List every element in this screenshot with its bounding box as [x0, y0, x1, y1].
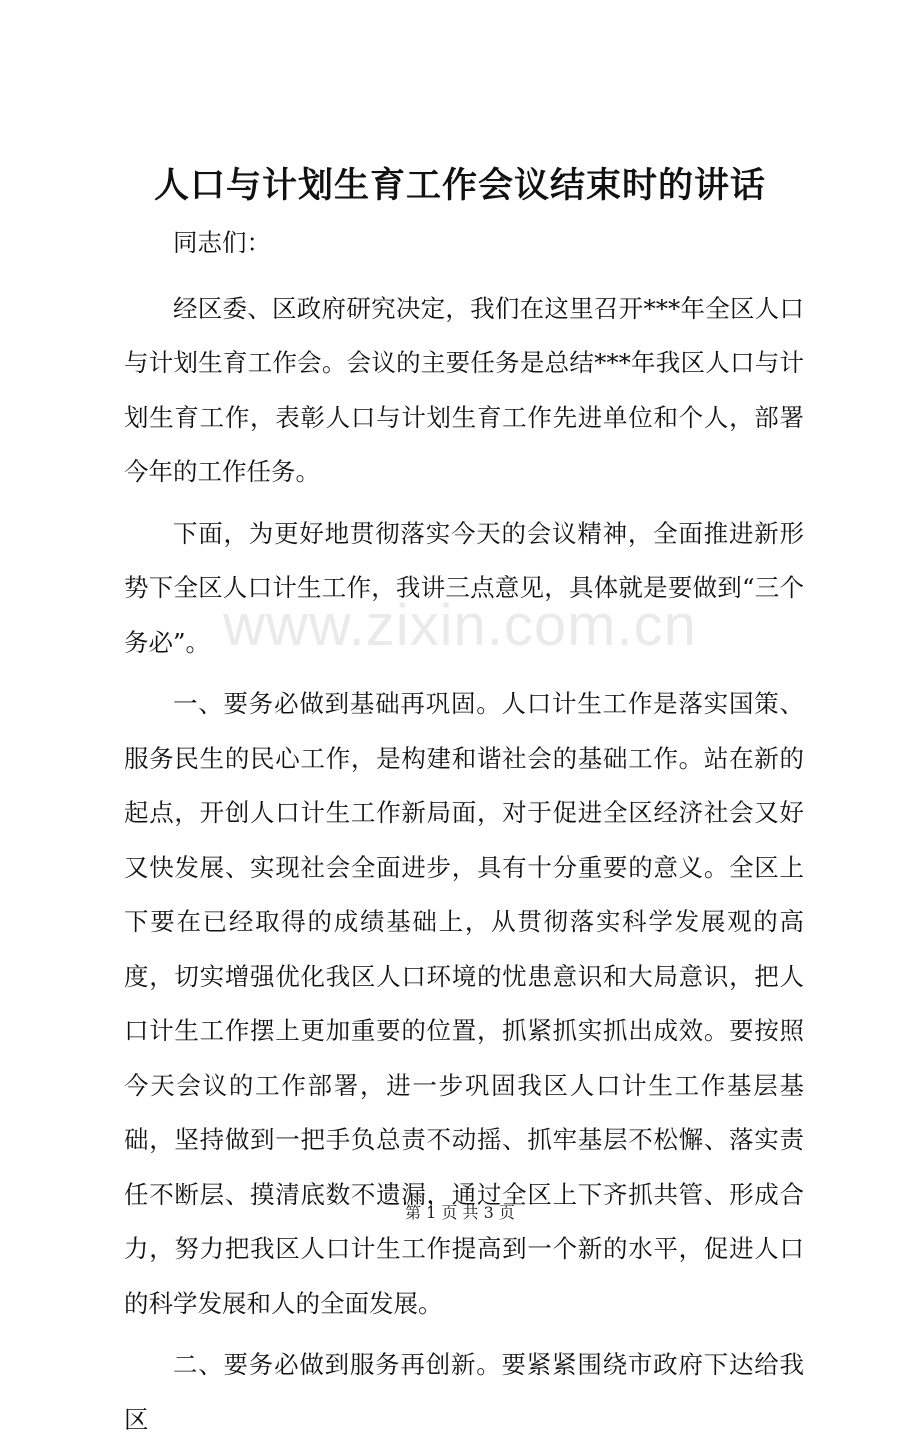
document-title: 人口与计划生育工作会议结束时的讲话: [153, 165, 766, 206]
watermark: www.zixin.com.cn: [223, 593, 697, 658]
paragraph-intro: 经区委、区政府研究决定，我们在这里召开***年全区人口与计划生育工作会。会议的主要任务是总结***年我区人口与计划生育工作，表彰人口与计划生育工作先进单位和个人，部署今年的工作任务。: [124, 293, 804, 486]
page-number-footer: 第 1 页 共 3 页: [405, 1203, 515, 1222]
paragraph-point-two: 二、要务必做到服务再创新。要紧紧围绕市政府下达给我区: [124, 1350, 804, 1434]
document-body: [124, 216, 804, 1454]
paragraph-outline: 下面，为更好地贯彻落实今天的会议精神，全面推进新形势下全区人口计生工作，我讲三点意见，具体就是要做到“三个务必”。: [124, 518, 804, 657]
paragraph-point-one: 一、要务必做到基础再巩固。人口计生工作是落实国策、服务民生的民心工作，是构建和谐社会的基础工作。站在新的起点，开创人口计生工作新局面，对于促进全区经济社会又好又快发展、实现社会全面进步，具有十分重要的意义。全区上下要在已经取得的成绩基础上，从贯彻落实科学发展观的高度，切实增强优化我区人口环境的忧患意识和大局意识，把人口计生工作摆上更加重要的位置，抓紧抓实抓出成效。要按照今天会议的工作部署，进一步巩固我区人口计生工作基层基础，坚持做到一把手负总责不动摇、抓牢基层不松懈、落实责任不断层、摸清底数不遗漏，通过全区上下齐抓共管、形成合力，努力把我区人口计生工作提高到一个新的水平，促进人口的科学发展和人的全面发展。: [124, 689, 804, 1318]
greeting: 同志们：: [173, 228, 271, 257]
